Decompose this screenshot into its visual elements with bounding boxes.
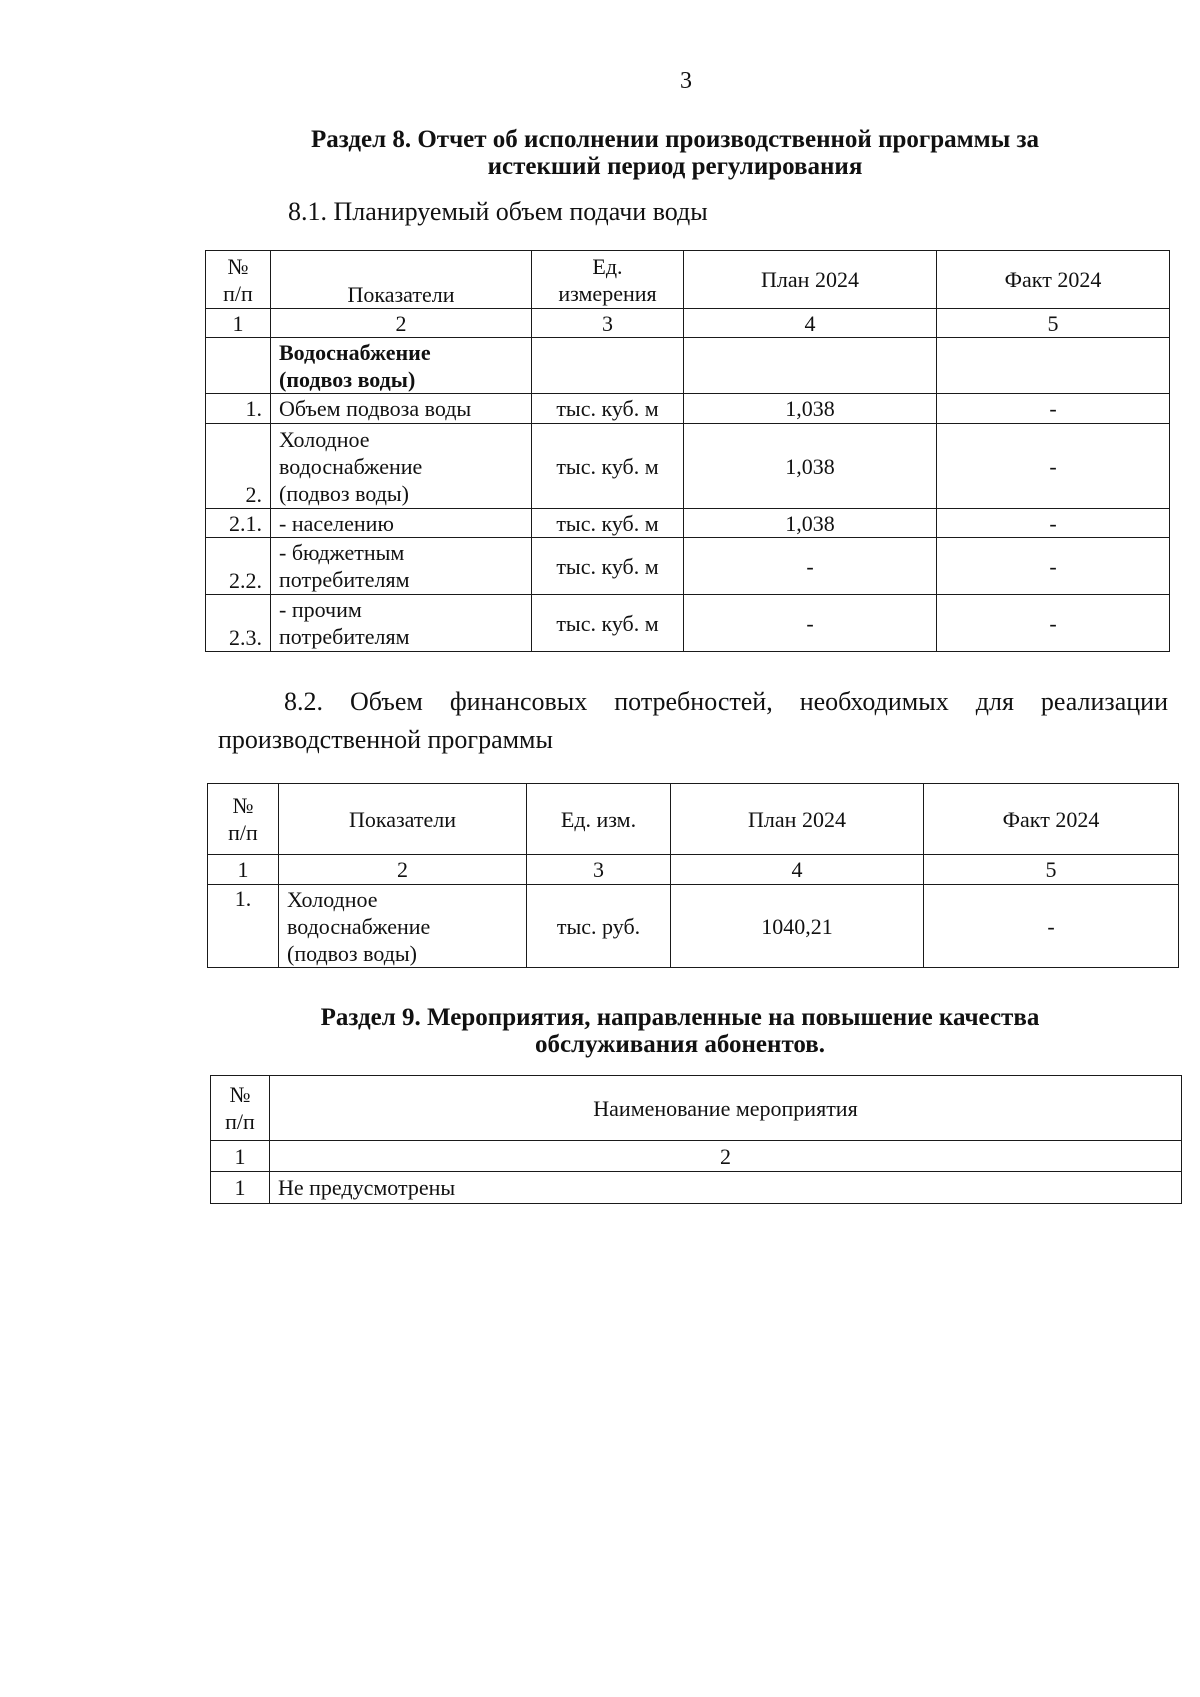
row-plan: 1,038 <box>684 424 937 509</box>
row-fact: - <box>937 424 1170 509</box>
section9-title-line1: Раздел 9. Мероприятия, направленные на повышение качества <box>320 1004 1040 1031</box>
column-number-row <box>206 309 1170 338</box>
header-fact: Факт 2024 <box>937 251 1170 309</box>
row-unit: тыс. руб. <box>527 885 671 968</box>
row-indicator: Холодное водоснабжение (подвоз воды) <box>271 424 532 509</box>
table-row <box>206 394 1170 424</box>
row-indicator: - бюджетным потребителям <box>271 538 532 595</box>
row-num: 2.3. <box>206 595 271 652</box>
row-plan: 1,038 <box>684 509 937 538</box>
row-plan: - <box>684 595 937 652</box>
row-name: Не предусмотрены <box>270 1172 1182 1204</box>
table-row <box>211 1172 1182 1204</box>
subsection-8-2-title <box>218 683 1168 759</box>
col-number: 2 <box>270 1141 1182 1172</box>
table-header-row <box>211 1076 1182 1141</box>
header-plan: План 2024 <box>684 251 937 309</box>
row-plan: 1,038 <box>684 394 937 424</box>
row-unit: тыс. куб. м <box>532 394 684 424</box>
header-num: № п/п <box>206 251 271 309</box>
col-number: 2 <box>279 855 527 885</box>
header-fact: Факт 2024 <box>924 784 1179 855</box>
measures-table <box>210 1075 1182 1204</box>
row-fact: - <box>937 394 1170 424</box>
section8-title-line1: Раздел 8. Отчет об исполнении производственной программы за <box>310 126 1040 153</box>
section8-title-line2: истекший период регулирования <box>487 153 863 180</box>
row-num: 2. <box>206 424 271 509</box>
row-fact: - <box>937 509 1170 538</box>
column-number-row <box>211 1141 1182 1172</box>
col-number: 1 <box>208 855 279 885</box>
header-indicator: Показатели <box>271 251 532 309</box>
row-indicator: Холодное водоснабжение (подвоз воды) <box>279 885 527 968</box>
financial-needs-table <box>207 783 1179 968</box>
row-unit: тыс. куб. м <box>532 595 684 652</box>
row-unit: тыс. куб. м <box>532 538 684 595</box>
row-indicator: - населению <box>271 509 532 538</box>
column-number-row <box>208 855 1179 885</box>
col-number: 3 <box>527 855 671 885</box>
table-header-row <box>208 784 1179 855</box>
section9-title-line2: обслуживания абонентов. <box>534 1031 826 1058</box>
row-plan: 1040,21 <box>671 885 924 968</box>
table-header-row <box>206 251 1170 309</box>
section9-title <box>235 1004 1125 1058</box>
row-fact: - <box>924 885 1179 968</box>
col-number: 1 <box>211 1141 270 1172</box>
group-label: Водоснабжение (подвоз воды) <box>271 338 532 394</box>
row-unit: тыс. куб. м <box>532 509 684 538</box>
header-plan: План 2024 <box>671 784 924 855</box>
page-number: 3 <box>680 68 692 94</box>
header-unit: Ед. измерения <box>532 251 684 309</box>
header-unit: Ед. изм. <box>527 784 671 855</box>
table-row <box>206 538 1170 595</box>
subsection-8-1-title: 8.1. Планируемый объем подачи воды <box>288 197 708 226</box>
col-number: 5 <box>937 309 1170 338</box>
row-indicator: - прочим потребителям <box>271 595 532 652</box>
header-indicator: Показатели <box>279 784 527 855</box>
row-num: 1. <box>208 885 279 968</box>
row-indicator: Объем подвоза воды <box>271 394 532 424</box>
row-fact: - <box>937 595 1170 652</box>
col-number: 3 <box>532 309 684 338</box>
group-label-row <box>206 338 1170 394</box>
table-row <box>206 595 1170 652</box>
table-row <box>208 885 1179 968</box>
subsection-8-2-line2: производственной программы <box>218 725 553 754</box>
col-number: 1 <box>206 309 271 338</box>
row-num: 1 <box>211 1172 270 1204</box>
table-row <box>206 509 1170 538</box>
section8-title <box>230 126 1120 180</box>
water-supply-table <box>205 250 1170 652</box>
row-num: 1. <box>206 394 271 424</box>
row-num: 2.2. <box>206 538 271 595</box>
col-number: 5 <box>924 855 1179 885</box>
col-number: 4 <box>671 855 924 885</box>
header-name: Наименование мероприятия <box>270 1076 1182 1141</box>
row-num: 2.1. <box>206 509 271 538</box>
table-row <box>206 424 1170 509</box>
row-unit: тыс. куб. м <box>532 424 684 509</box>
row-fact: - <box>937 538 1170 595</box>
col-number: 2 <box>271 309 532 338</box>
header-num: № п/п <box>211 1076 270 1141</box>
col-number: 4 <box>684 309 937 338</box>
row-plan: - <box>684 538 937 595</box>
header-num: № п/п <box>208 784 279 855</box>
subsection-8-2-line1: 8.2. Объем финансовых потребностей, необходимых для реализации <box>284 687 1168 716</box>
